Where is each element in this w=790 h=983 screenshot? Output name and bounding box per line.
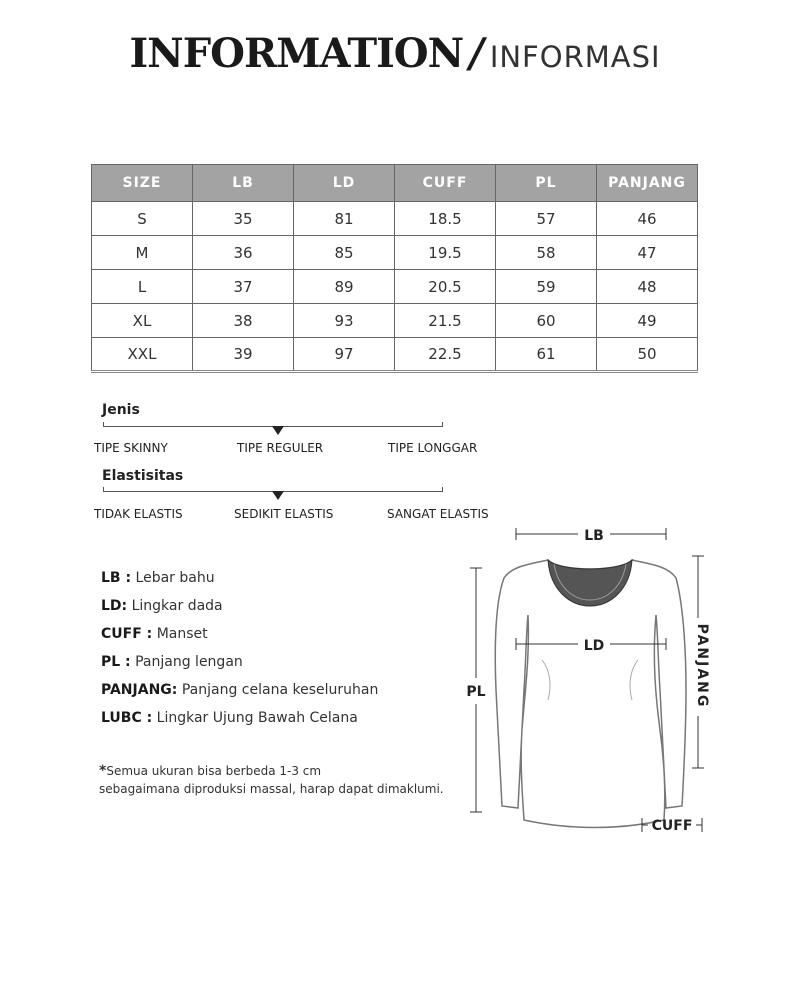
legend-desc: Lebar bahu: [135, 570, 215, 586]
pl-label: PL: [466, 684, 486, 700]
jenis-option-skinny: TIPE SKINNY: [94, 441, 168, 455]
legend-item: [101, 710, 378, 738]
table-cell: 35: [193, 202, 294, 236]
title-slash: /: [469, 30, 484, 77]
title-main: INFORMATION: [129, 30, 464, 77]
column-header: LB: [193, 165, 294, 202]
size-table: [91, 164, 698, 373]
table-cell: 61: [496, 338, 597, 372]
jenis-option-longgar: TIPE LONGGAR: [388, 441, 478, 455]
note-line-2: sebagaimana diproduksi massal, harap dapat dimaklumi.: [99, 782, 444, 796]
table-row: [92, 236, 698, 270]
table-cell: 58: [496, 236, 597, 270]
column-header: CUFF: [395, 165, 496, 202]
table-cell: 57: [496, 202, 597, 236]
table-cell: L: [92, 270, 193, 304]
table-cell: XL: [92, 304, 193, 338]
legend-desc: Lingkar Ujung Bawah Celana: [156, 710, 358, 726]
table-cell: 59: [496, 270, 597, 304]
table-cell: 18.5: [395, 202, 496, 236]
legend-desc: Manset: [156, 626, 208, 642]
legend-item: [101, 570, 378, 598]
table-cell: 85: [294, 236, 395, 270]
legend-desc: Lingkar dada: [131, 598, 223, 614]
legend-item: [101, 626, 378, 654]
panjang-dimension: [692, 556, 710, 768]
legend-item: [101, 654, 378, 682]
table-cell: 22.5: [395, 338, 496, 372]
table-row: [92, 202, 698, 236]
table-cell: S: [92, 202, 193, 236]
table-cell: 89: [294, 270, 395, 304]
legend-key: PANJANG:: [101, 682, 178, 698]
table-cell: 39: [193, 338, 294, 372]
lb-dimension: [516, 528, 666, 544]
elastisitas-option-sangat: SANGAT ELASTIS: [387, 507, 489, 521]
page-title: [0, 30, 790, 77]
elastisitas-option-sedikit: SEDIKIT ELASTIS: [234, 507, 334, 521]
ld-label: LD: [583, 638, 605, 654]
pl-dimension: [466, 568, 485, 812]
table-cell: 81: [294, 202, 395, 236]
table-cell: 21.5: [395, 304, 496, 338]
table-cell: 38: [193, 304, 294, 338]
jenis-label: Jenis: [102, 402, 140, 418]
note-line-1: [99, 762, 444, 780]
table-row: [92, 304, 698, 338]
table-cell: 19.5: [395, 236, 496, 270]
legend-desc: Panjang celana keseluruhan: [181, 682, 379, 698]
jenis-option-reguler: TIPE REGULER: [237, 441, 324, 455]
size-note: [99, 762, 444, 798]
shirt-illustration: [495, 560, 686, 828]
panjang-label: PANJANG: [694, 623, 710, 709]
lb-label: LB: [584, 528, 604, 544]
cuff-dimension: [642, 818, 702, 834]
elastisitas-selected-marker: [272, 491, 284, 500]
table-cell: 48: [597, 270, 698, 304]
table-cell: 46: [597, 202, 698, 236]
title-sub: INFORMASI: [489, 40, 661, 74]
legend-key: LD:: [101, 598, 128, 614]
table-cell: 60: [496, 304, 597, 338]
note-star: *: [99, 763, 107, 779]
table-cell: 37: [193, 270, 294, 304]
table-cell: 50: [597, 338, 698, 372]
elastisitas-scale: [92, 466, 492, 526]
table-row: [92, 338, 698, 372]
legend-item: [101, 598, 378, 626]
elastisitas-label: Elastisitas: [102, 468, 184, 484]
note-text-1: Semua ukuran bisa berbeda 1-3 cm: [106, 764, 322, 778]
legend-key: PL :: [101, 654, 131, 670]
table-row: [92, 270, 698, 304]
table-cell: 47: [597, 236, 698, 270]
column-header: PL: [496, 165, 597, 202]
column-header: SIZE: [92, 165, 193, 202]
table-cell: 20.5: [395, 270, 496, 304]
legend-key: LB :: [101, 570, 132, 586]
legend-key: LUBC :: [101, 710, 153, 726]
cuff-label: CUFF: [651, 818, 693, 834]
shirt-measurement-diagram: [460, 520, 780, 850]
jenis-selected-marker: [272, 426, 284, 435]
measurement-legend: [101, 570, 378, 738]
jenis-scale: [92, 400, 492, 460]
legend-item: [101, 682, 378, 710]
column-header: PANJANG: [597, 165, 698, 202]
table-cell: M: [92, 236, 193, 270]
legend-key: CUFF :: [101, 626, 153, 642]
legend-desc: Panjang lengan: [135, 654, 243, 670]
elastisitas-option-tidak: TIDAK ELASTIS: [94, 507, 183, 521]
table-cell: 36: [193, 236, 294, 270]
table-cell: 97: [294, 338, 395, 372]
table-header-row: [92, 165, 698, 202]
table-cell: 93: [294, 304, 395, 338]
column-header: LD: [294, 165, 395, 202]
table-cell: XXL: [92, 338, 193, 372]
table-cell: 49: [597, 304, 698, 338]
